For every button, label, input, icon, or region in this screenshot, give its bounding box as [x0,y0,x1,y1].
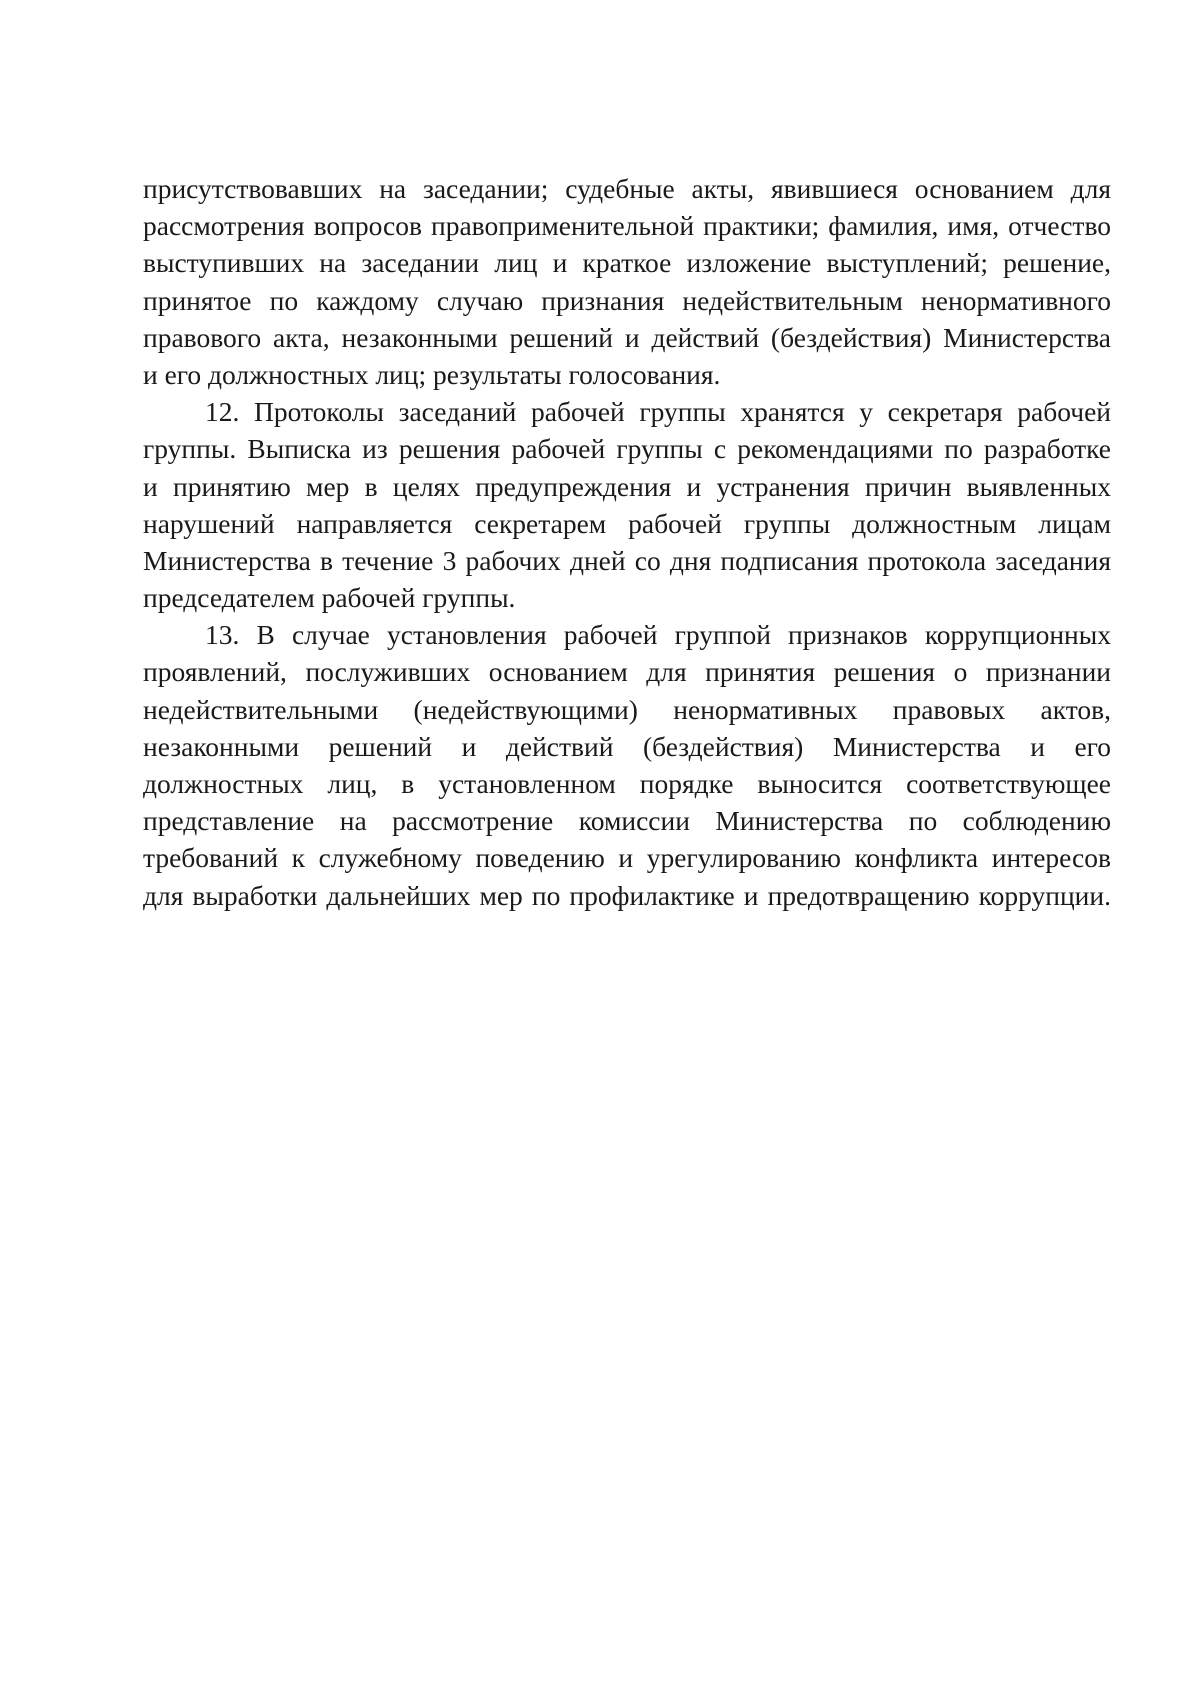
text-line: должностных лиц, в установленном порядке выносится соответствующее [143,768,1111,799]
text-line: недействительными (недействующими) ненормативных правовых актов, [143,693,1111,725]
text-line: выступивших на заседании лиц и краткое изложение выступлений; решение, [143,247,1111,279]
paragraph-first-line: 12. Протоколы заседаний рабочей группы хранятся у секретаря рабочей [205,396,1111,428]
paragraph-first-line: 13. В случае установления рабочей группой признаков коррупционных [205,619,1111,651]
document-text-body [143,170,1111,914]
text-line: и его должностных лиц; результаты голосования. [143,358,721,390]
text-line: для выработки дальнейших мер по профилактике и предотвращению коррупции. [143,879,1111,911]
text-line: председателем рабочей группы. [143,582,516,614]
text-line: представление на рассмотрение комиссии Министерства по соблюдению [143,805,1111,837]
text-line: незаконными решений и действий (бездействия) Министерства и его [143,730,1111,762]
text-line: рассмотрения вопросов правоприменительной практики; фамилия, имя, отчество [143,210,1111,242]
text-line: присутствовавших на заседании; судебные акты, явившиеся основанием для [143,173,1111,204]
text-line: группы. Выписка из решения рабочей группы с рекомендациями по разработке [143,433,1111,465]
text-line: нарушений направляется секретарем рабочей группы должностным лицам [143,507,1111,539]
text-line: правового акта, незаконными решений и действий (бездействия) Министерства [143,321,1111,353]
text-line: требований к служебному поведению и урегулированию конфликта интересов [143,842,1111,874]
text-line: проявлений, послуживших основанием для принятия решения о признании [143,656,1111,688]
text-line: и принятию мер в целях предупреждения и устранения причин выявленных [143,470,1111,502]
text-line: принятое по каждому случаю признания недействительным ненормативного [143,284,1111,316]
text-line: Министерства в течение 3 рабочих дней со дня подписания протокола заседания [143,544,1111,576]
